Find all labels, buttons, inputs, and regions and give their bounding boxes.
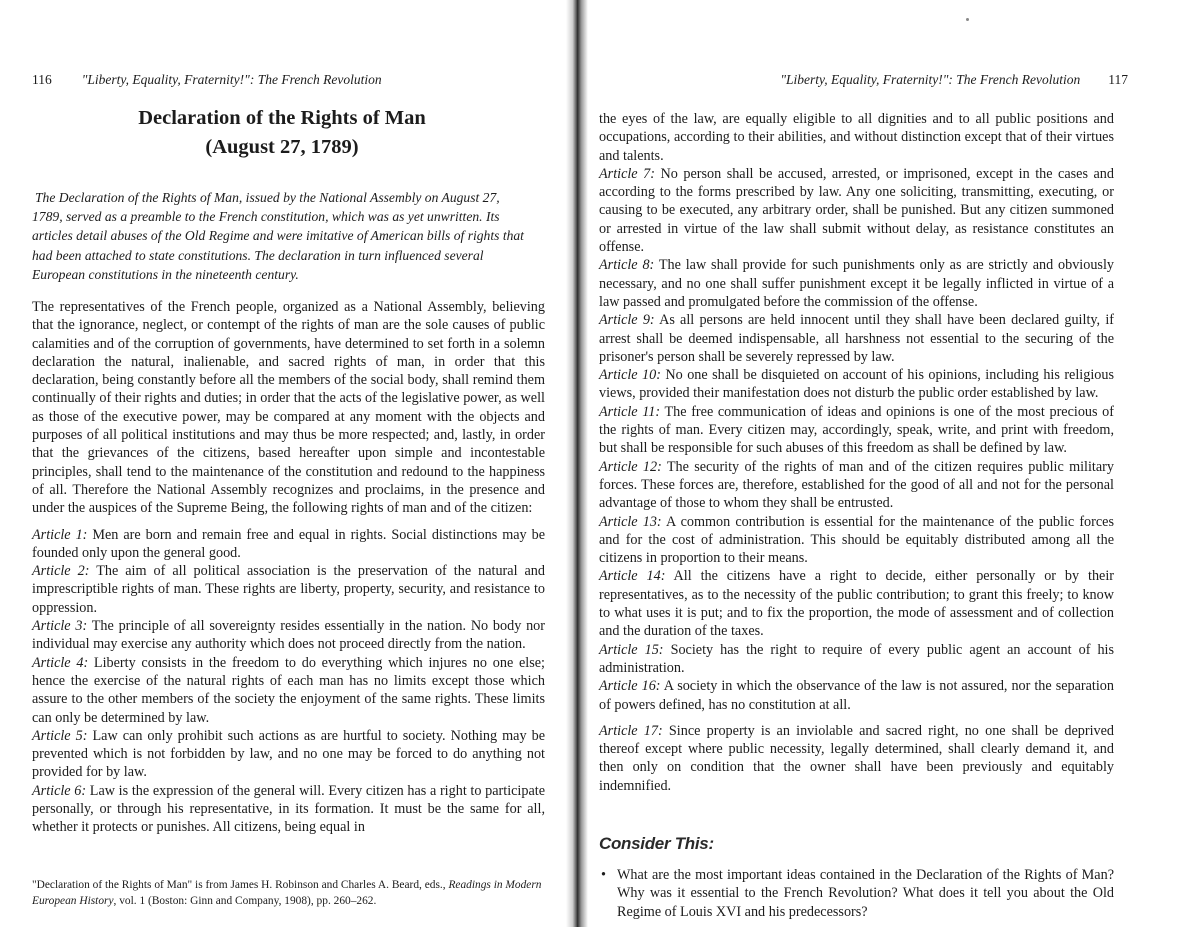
title-line-2: (August 27, 1789)	[205, 136, 359, 158]
article-text: A common contribution is essential for the maintenance of the public forces and for the cost of administration. This should be equitably distributed among all the citizens in proportion to their means.	[599, 513, 1114, 567]
article-14	[599, 567, 1114, 640]
footnote-suffix: , vol. 1 (Boston: Ginn and Company, 1908), pp. 260–262.	[113, 895, 377, 907]
article-text: The free communication of ideas and opinions is one of the most precious of the rights of man. Every citizen may, accordingly, speak, write, and print with freedom, but shall be responsible for such abuses of this freedom as shall be defined by law.	[599, 403, 1115, 457]
article-13	[599, 513, 1114, 568]
book-gutter	[566, 0, 588, 927]
article-15	[599, 641, 1114, 678]
article-7	[599, 165, 1114, 256]
article-4	[32, 654, 545, 727]
article-text: The aim of all political association is the preservation of the natural and imprescriptible rights of man. These rights are liberty, property, security, and resistance to oppression.	[32, 563, 545, 616]
article-label: Article 11:	[599, 403, 661, 420]
article-1	[32, 526, 545, 563]
article-2	[32, 562, 545, 617]
left-body-text	[32, 298, 545, 837]
left-page-number: 116	[32, 72, 52, 87]
article-text: Law is the expression of the general will. Every citizen has a right to participate personally, or through his representative, in its formation. It must be the same for all, whether it protects or punishes. All citizens, being equal in	[32, 782, 546, 836]
article-text: All the citizens have a right to decide, either personally or by their representatives, as to the necessity of the public contribution; to grant this freely; to know to what uses it is put; and to fix the proportion, the mode of assessment and of collection and the duration of the taxes.	[599, 568, 1114, 640]
document-title	[32, 104, 532, 162]
right-running-title: "Liberty, Equality, Fraternity!": The French Revolution	[780, 72, 1081, 87]
article-10	[599, 366, 1114, 403]
discussion-question	[599, 866, 1114, 921]
article-text: Men are born and remain free and equal in rights. Social distinctions may be founded only upon the general good.	[32, 526, 545, 561]
article-text: The principle of all sovereignty resides essentially in the nation. No body nor individual may exercise any authority which does not proceed directly from the nation.	[32, 618, 545, 653]
intro-paragraph: The Declaration of the Rights of Man, issued by the National Assembly on August 27, 1789, served as a preamble to the French constitution, which was as yet unwritten. Its articles detail abuses of the Old Regime and were imitative of American bills of rights that had been attached to state constitutions. The declaration in turn influenced several European constitutions in the nineteenth century.	[32, 190, 524, 282]
article-9	[599, 311, 1114, 366]
article-8	[599, 256, 1114, 311]
article-label: Article 6:	[32, 782, 87, 799]
left-running-title: "Liberty, Equality, Fraternity!": The French Revolution	[81, 72, 382, 87]
article-label: Article 12:	[599, 458, 662, 475]
article-3	[32, 617, 545, 654]
question-text: What are the most important ideas contained in the Declaration of the Rights of Man? Why was it essential to the French Revolution? What does it tell you about the Old Regime of Louis XVI and his predecessors?	[617, 867, 1114, 920]
article-17	[599, 722, 1114, 795]
article-6	[32, 782, 545, 837]
footnote-prefix: "Declaration of the Rights of Man" is from James H. Robinson and Charles A. Beard, eds.,	[32, 879, 449, 891]
article-label: Article 16:	[599, 678, 661, 695]
article-label: Article 17:	[599, 722, 663, 739]
article-label: Article 10:	[599, 367, 661, 384]
article-12	[599, 458, 1114, 513]
article-label: Article 2:	[32, 563, 90, 580]
article-text: Society has the right to require of every public agent an account of his administration.	[599, 641, 1115, 676]
article-label: Article 13:	[599, 513, 662, 530]
article-label: Article 3:	[32, 618, 88, 635]
article-16	[599, 677, 1114, 714]
article-label: Article 14:	[599, 568, 666, 585]
article-text: A society in which the observance of the law is not assured, nor the separation of powers defined, has no constitution at all.	[599, 678, 1114, 713]
article-text: The law shall provide for such punishments only as are strictly and obviously necessary, and no one shall suffer punishment except it be legally inflicted in virtue of a law passed and promulgated before the commission of the offense.	[599, 257, 1114, 310]
article-label: Article 9:	[599, 312, 655, 329]
article-text: Liberty consists in the freedom to do everything which injures no one else; hence the exercise of the natural rights of each man has no limits except those which assure to the other members of the society the enjoyment of the same rights. These limits can only be determined by law.	[32, 654, 545, 726]
article-text: The security of the rights of man and of the citizen requires public military forces. These forces are, therefore, established for the good of all and not for the personal advantage of those to whom they shall be entrusted.	[599, 458, 1114, 512]
article-label: Article 1:	[32, 526, 88, 543]
article-text: No person shall be accused, arrested, or imprisoned, except in the cases and according to the forms prescribed by law. Any one soliciting, transmitting, executing, or causing to be executed, any arbitrary order, shall be punished. But any citizen summoned or arrested in virtue of the law shall submit without delay, as resistance constitutes an offense.	[599, 165, 1114, 256]
article-label: Article 15:	[599, 641, 664, 658]
scan-speck	[966, 18, 969, 21]
left-running-head	[32, 72, 382, 88]
article-5	[32, 727, 545, 782]
preamble-paragraph: The representatives of the French people, organized as a National Assembly, believing that the ignorance, neglect, or contempt of the rights of man are the sole causes of public calamities and of the corruption of governments, have determined to set forth in a solemn declaration the natural, inalienable, and sacred rights of man, in order that this declaration, being constantly before all the members of the social body, shall remind them continually of their rights and duties; in order that the acts of the legislative power, as well as those of the executive power, may be compared at any moment with the objects and purposes of all political institutions and may thus be more respected; and, lastly, in order that the grievances of the citizens, based hereafter upon simple and incontestable principles, shall tend to the maintenance of the constitution and redound to the happiness of all. Therefore the National Assembly recognizes and proclaims, in the presence and under the auspices of the Supreme Being, the following rights of man and of the citizen:	[32, 299, 545, 517]
bullet-icon: •	[601, 867, 606, 883]
article-label: Article 7:	[599, 165, 655, 182]
right-page-number: 117	[1108, 72, 1128, 87]
article-label: Article 4:	[32, 654, 89, 671]
article-11	[599, 403, 1114, 458]
right-running-head	[780, 72, 1128, 88]
right-body-text	[599, 110, 1114, 795]
article-label: Article 5:	[32, 727, 88, 744]
title-line-1: Declaration of the Rights of Man	[138, 107, 426, 129]
article-text: As all persons are held innocent until they shall have been declared guilty, if arrest shall be deemed indispensable, all harshness not essential to the securing of the prisoner's person shall be severely repressed by law.	[599, 312, 1114, 365]
consider-this-heading: Consider This:	[599, 834, 714, 853]
source-footnote	[32, 877, 545, 909]
article-label: Article 8:	[599, 257, 655, 274]
article-text: No one shall be disquieted on account of his opinions, including his religious views, provided their manifestation does not disturb the public order established by law.	[599, 367, 1114, 402]
article-6-continuation: the eyes of the law, are equally eligible to all dignities and to all public positions and occupations, according to their abilities, and without distinction except that of their virtues and talents.	[599, 111, 1114, 164]
article-text: Since property is an inviolable and sacred right, no one shall be deprived thereof except where public necessity, legally determined, shall clearly demand it, and then only on condition that the owner shall have been previously and equitably indemnified.	[599, 722, 1114, 794]
article-text: Law can only prohibit such actions as are hurtful to society. Nothing may be prevented which is not forbidden by law, and no one may be forced to do anything not provided for by law.	[32, 727, 545, 781]
footnote-book-title: Readings in Modern European History	[32, 879, 542, 907]
